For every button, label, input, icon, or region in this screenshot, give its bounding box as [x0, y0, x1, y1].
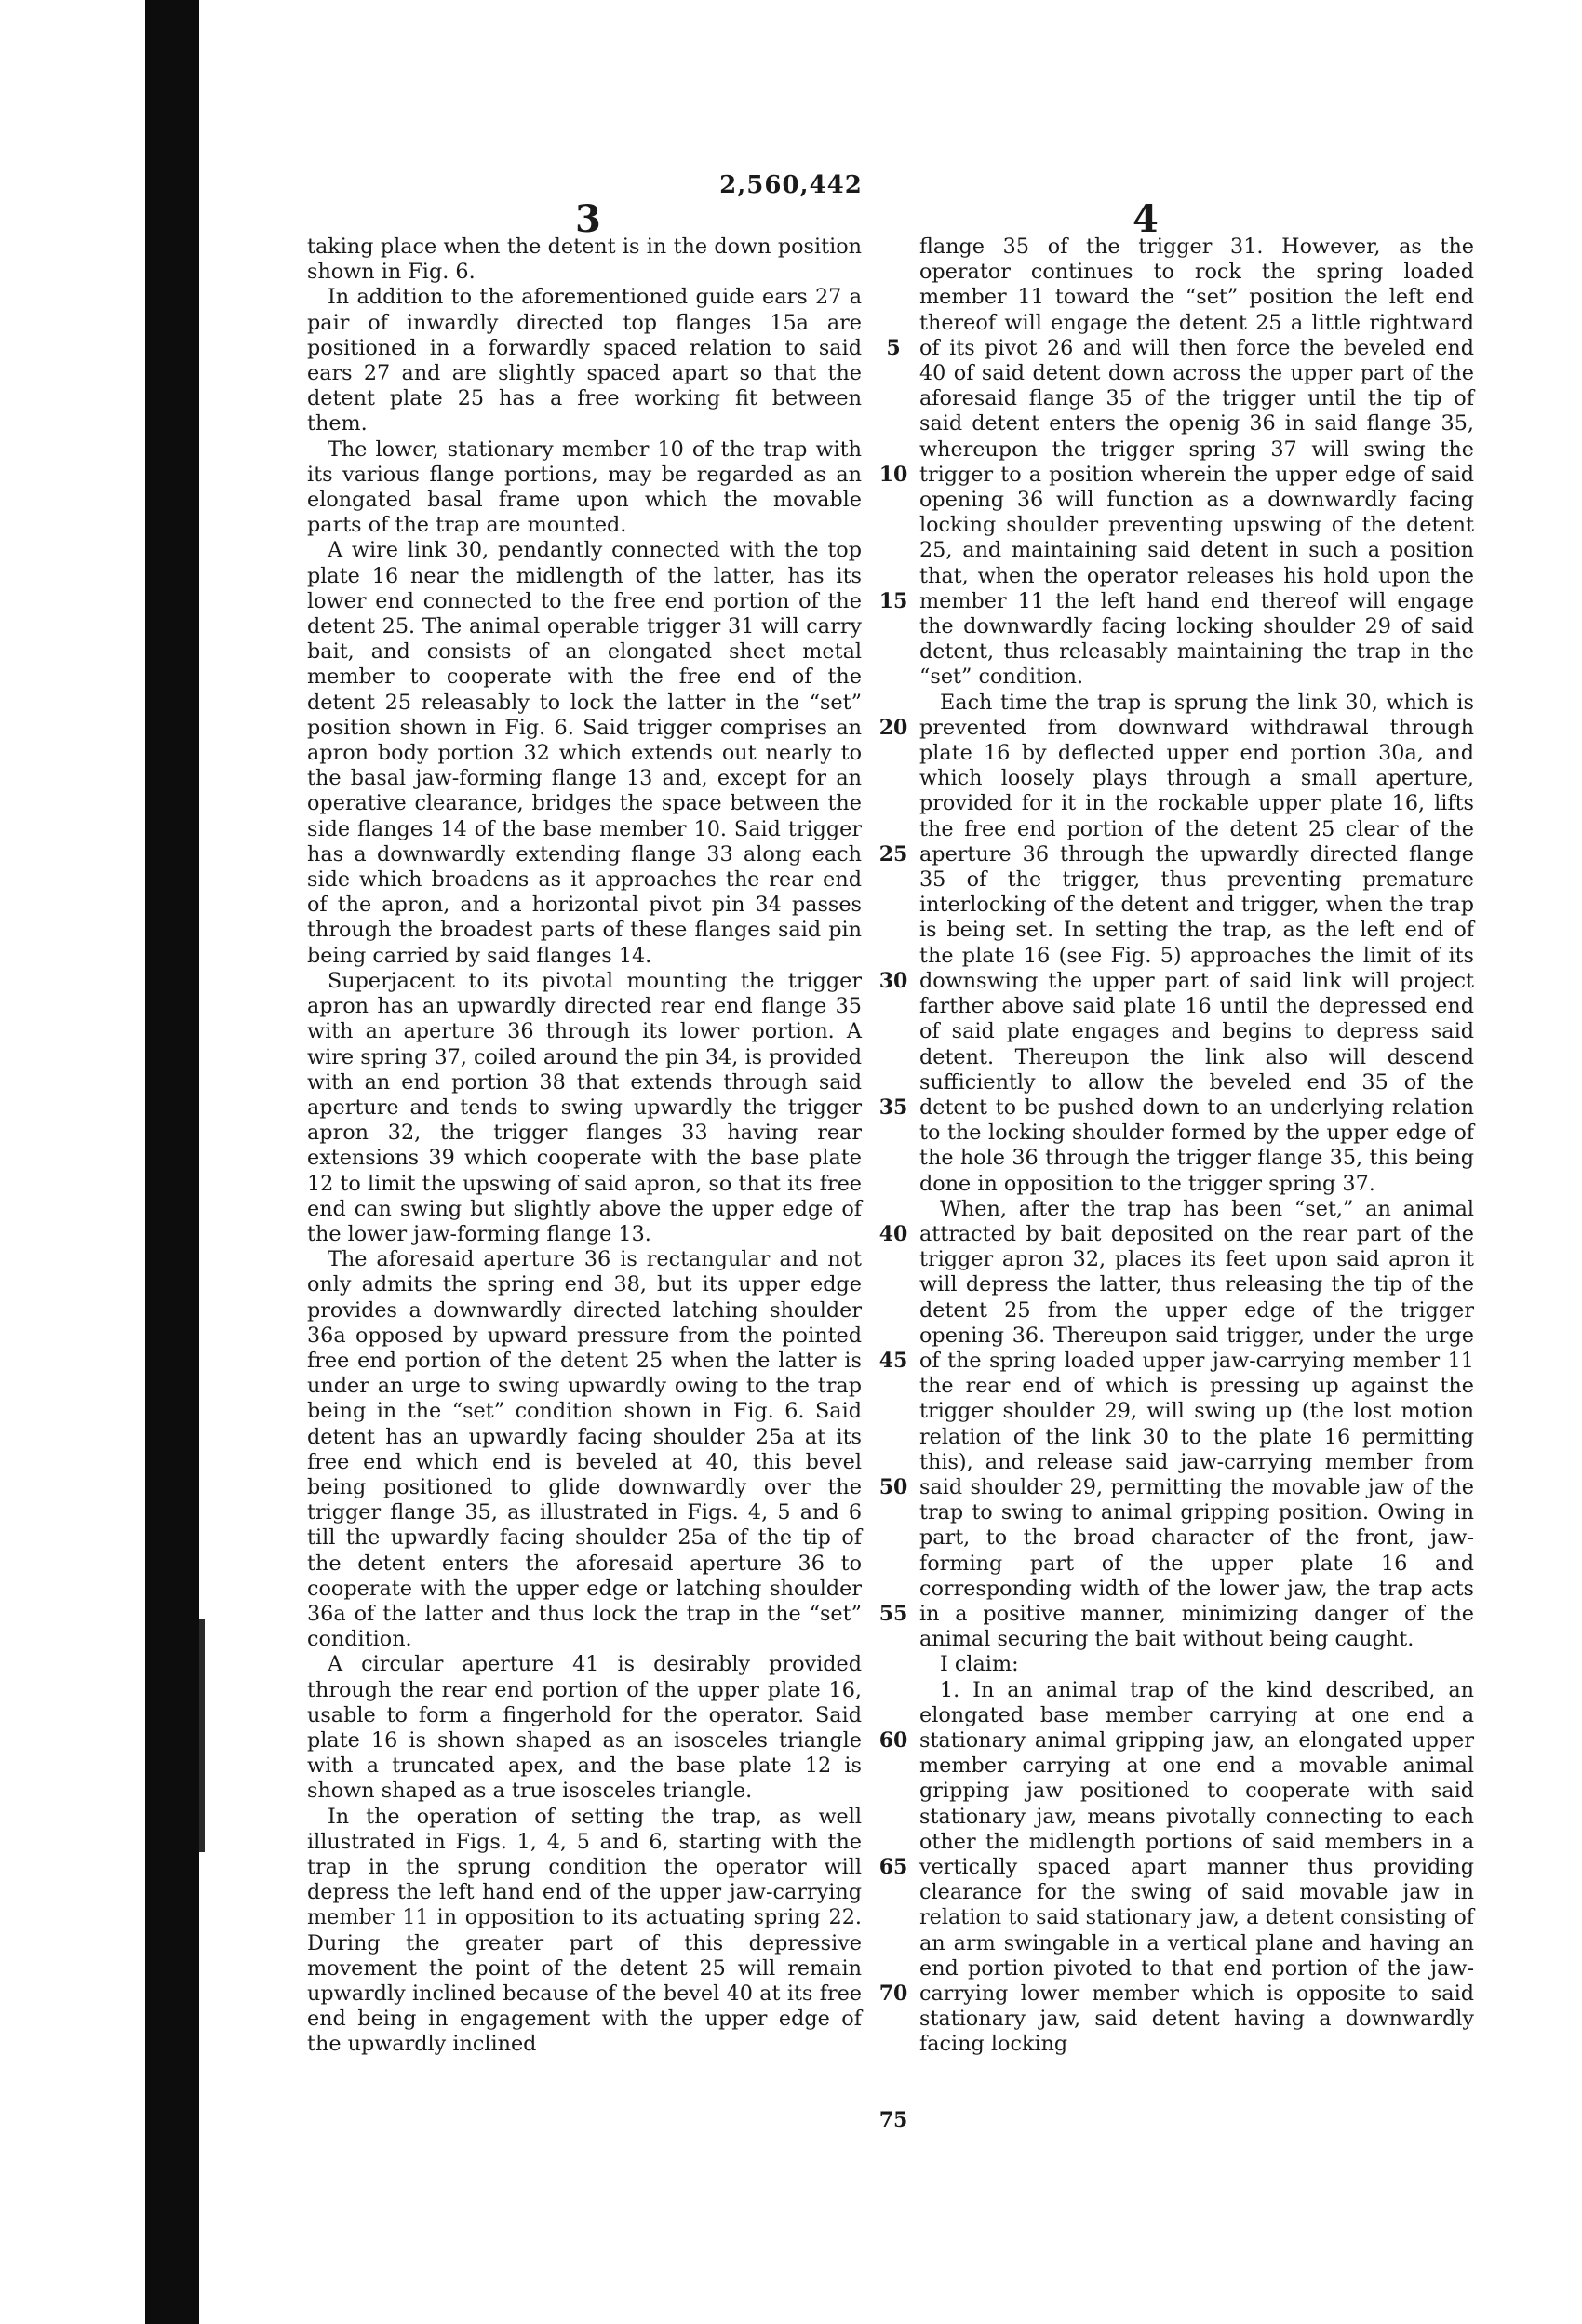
paragraph: The lower, stationary member 10 of the trap with its various flange portions, may be regarded as an elongated basal frame upon which the movable parts of the trap are mounted. — [307, 437, 862, 538]
column-number-left: 3 — [575, 197, 601, 241]
paragraph: When, after the trap has been “set,” an animal attracted by bait deposited on the rear part of the trigger apron 32, places its feet upon said apron it will depress the latter, thus releasing the tip of the detent 25 from the upper edge of the trigger opening 36. Thereupon said trigger, under the urge of the spring loaded upper jaw-carrying member 11 the rear end of which is pressing up against the trigger shoulder 29, will swing up (the lost motion relation of the link 30 to the plate 16 permitting this), and release said jaw-carrying member from said shoulder 29, permitting the movable jaw of the trap to swing to animal gripping position. Owing in part, to the broad character of the front, jaw-forming part of the upper plate 16 and corresponding width of the lower jaw, the trap acts in a positive manner, minimizing danger of the animal securing the bait without being caught. — [919, 1196, 1474, 1652]
text-column-right — [919, 235, 1474, 2058]
line-number: 40 — [878, 1221, 908, 1246]
paragraph: A circular aperture 41 is desirably provided through the rear end portion of the upper plate 16, usable to form a fingerhold for the operator. Said plate 16 is shown shaped as an isosceles triangle with a truncated apex, and the base plate 12 is shown shaped as a true isosceles triangle. — [307, 1652, 862, 1804]
paragraph: A wire link 30, pendantly connected with the top plate 16 near the midlength of the latter, has its lower end connected to the free end portion of the detent 25. The animal operable trigger 31 will carry bait, and consists of an elongated sheet metal member to cooperate with the free end of the detent 25 releasably to lock the latter in the “set” position shown in Fig. 6. Said trigger comprises an apron body portion 32 which extends out nearly to the basal jaw-forming flange 13 and, except for an operative clearance, bridges the space between the side flanges 14 of the base member 10. Said trigger has a downwardly extending flange 33 along each side which broadens as it approaches the rear end of the apron, and a horizontal pivot pin 34 passes through the broadest parts of these flanges said pin being carried by said flanges 14. — [307, 538, 862, 968]
paragraph: The aforesaid aperture 36 is rectangular and not only admits the spring end 38, but its upper edge provides a downwardly directed latching shoulder 36a opposed by upward pressure from the pointed free end portion of the detent 25 when the latter is under an urge to swing upwardly owing to the trap being in the “set” condition shown in Fig. 6. Said detent has an upwardly facing shoulder 25a at its free end which end is beveled at 40, this bevel being positioned to glide downwardly over the trigger flange 35, as illustrated in Figs. 4, 5 and 6 till the upwardly facing shoulder 25a of the tip of the detent enters the aforesaid aperture 36 to cooperate with the upper edge or latching shoulder 36a of the latter and thus lock the trap in the “set” condition. — [307, 1247, 862, 1652]
paragraph: Each time the trap is sprung the link 30, which is prevented from downward withdrawal through plate 16 by deflected upper end portion 30a, and which loosely plays through a small aperture, provided for it in the rockable upper plate 16, lifts the free end portion of the detent 25 clear of the aperture 36 through the upwardly directed flange 35 of the trigger, thus preventing premature interlocking of the detent and trigger, when the trap is being set. In setting the trap, as the left end of the plate 16 (see Fig. 5) approaches the limit of its downswing the upper part of said link will project farther above said plate 16 until the depressed end of said plate engages and begins to depress said detent. Thereupon the link also will descend sufficiently to allow the beveled end 35 of the detent to be pushed down to an underlying relation to the locking shoulder formed by the upper edge of the hole 36 through the trigger flange 35, this being done in opposition to the trigger spring 37. — [919, 690, 1474, 1196]
paragraph: I claim: — [940, 1652, 1019, 1677]
scan-edge-bar — [145, 0, 199, 2324]
line-number: 10 — [878, 462, 908, 487]
line-number: 5 — [886, 335, 901, 360]
paragraph: taking place when the detent is in the down position shown in Fig. 6. — [307, 235, 862, 285]
paragraph: In addition to the aforementioned guide ears 27 a pair of inwardly directed top flanges 15a are positioned in a forwardly spaced relation to said ears 27 and are slightly spaced apart so that the detent plate 25 has a free working fit between them. — [307, 285, 862, 437]
line-number: 25 — [878, 841, 908, 866]
line-number: 75 — [878, 2107, 908, 2132]
line-number: 15 — [878, 588, 908, 613]
paragraph: In the operation of setting the trap, as well illustrated in Figs. 1, 4, 5 and 6, starting with the trap in the sprung condition the operator will depress the left hand end of the upper jaw-carrying member 11 in opposition to its actuating spring 22. During the greater part of this depressive movement the point of the detent 25 will remain upwardly inclined because of the bevel 40 at its free end being in engagement with the upper edge of the upwardly inclined — [307, 1804, 862, 2057]
line-number: 60 — [878, 1727, 908, 1753]
text-column-left — [307, 235, 862, 2058]
line-number: 30 — [878, 968, 908, 993]
column-number-right: 4 — [1133, 197, 1159, 241]
line-number: 55 — [878, 1601, 908, 1626]
paragraph: flange 35 of the trigger 31. However, as the operator continues to rock the spring loaded member 11 toward the “set” position the left end thereof will engage the detent 25 a little rightward of its pivot 26 and will then force the beveled end 40 of said detent down across the upper part of the aforesaid flange 35 of the trigger until the tip of said detent enters the openig 36 in said flange 35, whereupon the trigger spring 37 will swing the trigger to a position wherein the upper edge of said opening 36 will function as a downwardly facing locking shoulder preventing upswing of the detent 25, and maintaining said detent in such a position that, when the operator releases his hold upon the member 11 the left hand end thereof will engage the downwardly facing locking shoulder 29 of said detent, thus releasably maintaining the trap in the “set” condition. — [919, 235, 1474, 690]
line-number: 35 — [878, 1095, 908, 1120]
line-number: 20 — [878, 715, 908, 740]
line-number: 45 — [878, 1348, 908, 1373]
line-number: 50 — [878, 1474, 908, 1499]
line-number: 65 — [878, 1854, 908, 1879]
patent-number: 2,560,442 — [719, 171, 863, 199]
paragraph: 1. In an animal trap of the kind described, an elongated base member carrying at one end a stationary animal gripping jaw, an elongated upper member carrying at one end a movable animal gripping jaw positioned to cooperate with said stationary jaw, means pivotally connecting to each other the midlength portions of said members in a vertically spaced apart manner thus providing clearance for the swing of said movable jaw in relation to said stationary jaw, a detent consisting of an arm swingable in a vertical plane and having an end portion pivoted to that end portion of the jaw-carrying lower member which is opposite to said stationary jaw, said detent having a downwardly facing locking — [919, 1677, 1474, 2057]
paragraph: Superjacent to its pivotal mounting the trigger apron has an upwardly directed rear end flange 35 with an aperture 36 through its lower portion. A wire spring 37, coiled around the pin 34, is provided with an end portion 38 that extends through said aperture and tends to swing upwardly the trigger apron 32, the trigger flanges 33 having rear extensions 39 which cooperate with the base plate 12 to limit the upswing of said apron, so that its free end can swing but slightly above the upper edge of the lower jaw-forming flange 13. — [307, 968, 862, 1246]
line-number: 70 — [878, 1981, 908, 2006]
scan-edge-mark — [199, 1619, 205, 1852]
